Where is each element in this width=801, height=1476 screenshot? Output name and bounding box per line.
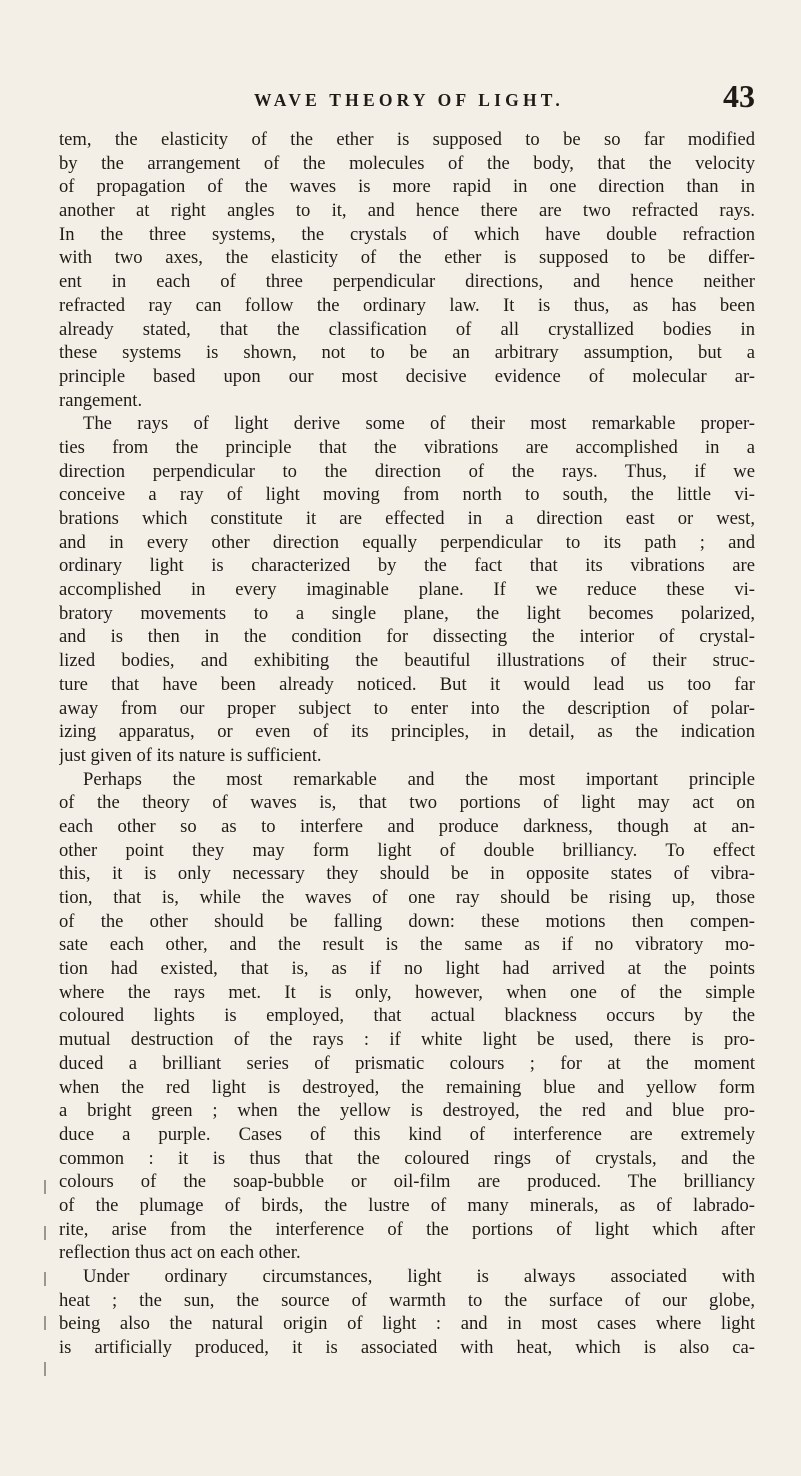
text-line: duce a purple. Cases of this kind of interference are extremely	[59, 1123, 755, 1145]
text-line: conceive a ray of light moving from north to south, the little vi-	[59, 484, 755, 506]
text-line: ture that have been already noticed. But it would lead us too far	[59, 673, 755, 695]
page-header	[254, 78, 761, 126]
text-line: and in every other direction equally perpendicular to its path ; and	[59, 531, 755, 553]
margin-mark	[44, 1316, 46, 1330]
body-text	[59, 128, 755, 1360]
margin-mark	[44, 1180, 46, 1194]
text-line: duced a brilliant series of prismatic colours ; for at the moment	[59, 1052, 755, 1074]
page-number: 43	[723, 78, 755, 114]
text-line: ties from the principle that the vibrations are accomplished in a	[59, 436, 755, 458]
text-line: rite, arise from the interference of the portions of light which after	[59, 1218, 755, 1240]
text-line: ent in each of three perpendicular directions, and hence neither	[59, 271, 755, 293]
text-line: and is then in the condition for dissecting the interior of crystal-	[59, 626, 755, 648]
text-line: lized bodies, and exhibiting the beautiful illustrations of their struc-	[59, 650, 755, 672]
running-head: WAVE THEORY OF LIGHT.	[254, 90, 564, 110]
text-line: bratory movements to a single plane, the light becomes polarized,	[59, 602, 755, 624]
text-line: mutual destruction of the rays : if white light be used, there is pro-	[59, 1029, 755, 1051]
text-line: of the theory of waves is, that two portions of light may act on	[59, 792, 755, 814]
text-line: refracted ray can follow the ordinary law. It is thus, as has been	[59, 294, 755, 316]
margin-marks	[44, 1180, 46, 1385]
text-line: this, it is only necessary they should be in opposite states of vibra-	[59, 863, 755, 885]
text-line: tion had existed, that is, as if no light had arrived at the points	[59, 958, 755, 980]
text-line: by the arrangement of the molecules of the body, that the velocity	[59, 152, 755, 174]
text-line: Perhaps the most remarkable and the most important principle	[83, 768, 755, 790]
text-line: heat ; the sun, the source of warmth to the surface of our globe,	[59, 1289, 755, 1311]
text-line: when the red light is destroyed, the remaining blue and yellow form	[59, 1076, 755, 1098]
text-line: away from our proper subject to enter into the description of polar-	[59, 697, 755, 719]
margin-mark	[44, 1226, 46, 1240]
text-line: colours of the soap-bubble or oil-film are produced. The brilliancy	[59, 1171, 755, 1193]
text-line: In the three systems, the crystals of which have double refraction	[59, 223, 755, 245]
text-line: The rays of light derive some of their most remarkable proper-	[83, 413, 755, 435]
text-line: ordinary light is characterized by the fact that its vibrations are	[59, 555, 755, 577]
text-line: of the plumage of birds, the lustre of many minerals, as of labrado-	[59, 1194, 755, 1216]
text-line: other point they may form light of double brilliancy. To effect	[59, 839, 755, 861]
text-line: another at right angles to it, and hence there are two refracted rays.	[59, 200, 755, 222]
text-line: a bright green ; when the yellow is destroyed, the red and blue pro-	[59, 1100, 755, 1122]
text-line: each other so as to interfere and produce darkness, though at an-	[59, 815, 755, 837]
text-line: of propagation of the waves is more rapid in one direction than in	[59, 176, 755, 198]
text-line: with two axes, the elasticity of the ether is supposed to be differ-	[59, 247, 755, 269]
text-line: is artificially produced, it is associated with heat, which is also ca-	[59, 1337, 755, 1359]
text-line: where the rays met. It is only, however, when one of the simple	[59, 981, 755, 1003]
text-line: sate each other, and the result is the same as if no vibratory mo-	[59, 934, 755, 956]
text-line: of the other should be falling down: these motions then compen-	[59, 910, 755, 932]
margin-mark	[44, 1272, 46, 1286]
text-line: coloured lights is employed, that actual blackness occurs by the	[59, 1005, 755, 1027]
text-line: tem, the elasticity of the ether is supposed to be so far modified	[59, 129, 755, 150]
text-line: brations which constitute it are effected in a direction east or west,	[59, 508, 755, 529]
margin-mark	[44, 1362, 46, 1376]
text-line: these systems is shown, not to be an arbitrary assumption, but a	[59, 342, 755, 364]
text-line: reflection thus act on each other.	[59, 1242, 301, 1264]
text-line: already stated, that the classification of all crystallized bodies in	[59, 318, 755, 340]
text-line: direction perpendicular to the direction of the rays. Thus, if we	[59, 460, 755, 482]
text-line: izing apparatus, or even of its principles, in detail, as the indication	[59, 721, 755, 743]
text-line: Under ordinary circumstances, light is always associated with	[83, 1266, 755, 1287]
text-line: common : it is thus that the coloured rings of crystals, and the	[59, 1147, 755, 1169]
text-line: just given of its nature is sufficient.	[59, 744, 322, 766]
text-line: tion, that is, while the waves of one ray should be rising up, those	[59, 887, 755, 908]
text-line: accomplished in every imaginable plane. If we reduce these vi-	[59, 579, 755, 601]
text-line: principle based upon our most decisive evidence of molecular ar-	[59, 365, 755, 387]
text-line: being also the natural origin of light : and in most cases where light	[59, 1313, 755, 1335]
text-line: rangement.	[59, 389, 143, 411]
